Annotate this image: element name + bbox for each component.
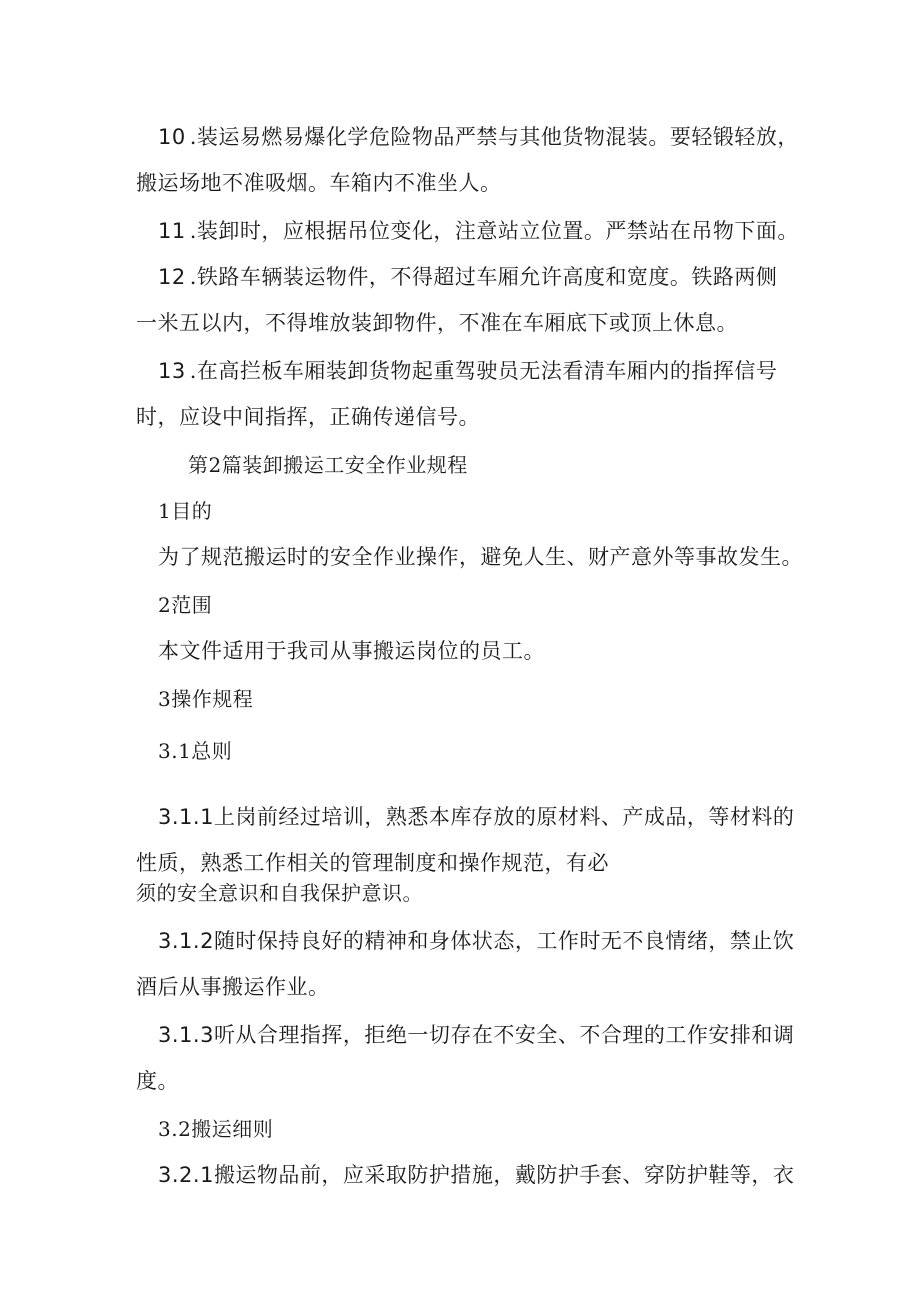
clause-3-2-1-line-1 (158, 1160, 794, 1190)
clause-3-1-2-text-1: 随时保持良好的精神和身体状态，工作时无不良情绪，禁止饮 (213, 929, 795, 953)
clause-3-1-2-line-2: 酒后从事搬运作业。 (136, 975, 330, 999)
clause-3-1-1-line-1 (158, 802, 794, 832)
clause-3-1-1-number: 3.1.1 (158, 805, 214, 829)
item-10-text-1: .装运易燃易爆化学危险物品严禁与其他货物混装。要轻锻轻放， (189, 125, 799, 149)
item-12-text-1: .铁路车辆装运物件，不得超过车厢允许高度和宽度。铁路两侧 (189, 265, 778, 289)
item-13-line-2: 时，应设中间指挥，正确传递信号。 (136, 405, 480, 429)
section-3-2-heading: 3.2搬运细则 (158, 1117, 274, 1141)
item-13-line-1 (158, 356, 777, 386)
item-12-line-1 (158, 262, 777, 292)
clause-3-2-1-text-1: 搬运物品前，应采取防护措施，戴防护手套、穿防护鞋等，衣 (213, 1163, 795, 1187)
clause-3-1-1-text-1: 上岗前经过培训，熟悉本库存放的原材料、产成品，等材料的 (213, 805, 795, 829)
clause-3-1-3-line-1 (158, 1020, 794, 1050)
section-2-heading: 2范围 (158, 593, 213, 617)
clause-3-2-1-number: 3.2.1 (158, 1163, 214, 1187)
chapter-title: 第2篇装卸搬运工安全作业规程 (188, 453, 468, 477)
clause-3-1-1-line-2: 性质，熟悉工作相关的管理制度和操作规范，有必 (136, 851, 609, 875)
clause-3-1-3-line-2: 度。 (136, 1069, 179, 1093)
clause-3-1-2-number: 3.1.2 (158, 929, 214, 953)
item-10-line-1 (158, 122, 799, 152)
clause-3-1-1-line-3: 须的安全意识和自我保护意识。 (136, 881, 423, 905)
item-11-line-1 (158, 216, 799, 246)
item-11-number: 11 (158, 219, 186, 243)
item-13-number: 13 (158, 359, 186, 383)
section-1-text: 为了规范搬运时的安全作业操作，避免人生、财产意外等事故发生。 (158, 545, 803, 569)
section-2-text: 本文件适用于我司从事搬运岗位的员工。 (158, 639, 545, 663)
item-13-text-1: .在高拦板车厢装卸货物起重驾驶员无法看清车厢内的指挥信号 (189, 359, 778, 383)
item-12-line-2: 一米五以内，不得堆放装卸物件，不准在车厢底下或顶上休息。 (136, 311, 738, 335)
section-3-1-heading: 3.1总则 (158, 739, 233, 763)
item-10-number: 10 (158, 125, 186, 149)
clause-3-1-2-line-1 (158, 926, 794, 956)
clause-3-1-3-text-1: 听从合理指挥，拒绝一切存在不安全、不合理的工作安排和调 (213, 1023, 795, 1047)
item-11-text-1: .装卸时，应根据吊位变化，注意站立位置。严禁站在吊物下面。 (189, 219, 799, 243)
section-3-heading: 3操作规程 (158, 687, 254, 711)
clause-3-1-3-number: 3.1.3 (158, 1023, 214, 1047)
section-1-heading: 1目的 (158, 499, 213, 523)
item-10-line-2: 搬运场地不准吸烟。车箱内不准坐人。 (136, 171, 502, 195)
item-12-number: 12 (158, 265, 186, 289)
